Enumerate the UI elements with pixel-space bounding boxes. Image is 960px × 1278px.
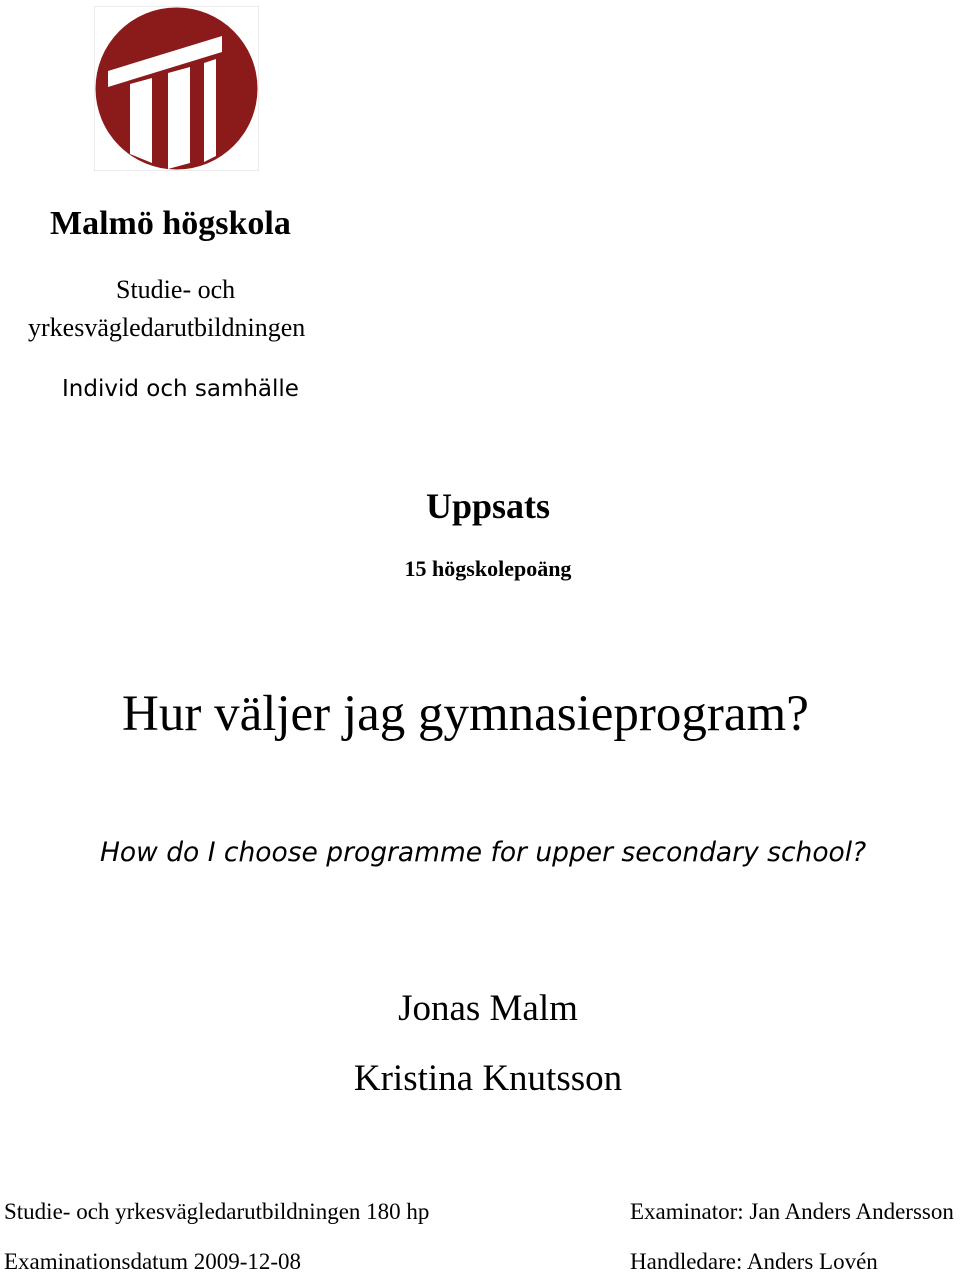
author-name: Jonas Malm [398,988,578,1029]
thesis-title-english: How do I choose programme for upper secondary school? [100,837,867,868]
examiner: Examinator: Jan Anders Andersson [630,1199,954,1224]
credits: 15 högskolepoäng [404,556,572,581]
program-full-name: Studie- och yrkesvägledarutbildningen 180 hp [4,1199,430,1224]
subject-area: Individ och samhälle [62,376,299,402]
thesis-title-swedish: Hur väljer jag gymnasieprogram? [122,686,809,742]
supervisor: Handledare: Anders Lovén [630,1249,878,1274]
document-type: Uppsats [425,486,551,526]
institution-name: Malmö högskola [50,205,291,242]
author-name: Kristina Knutsson [353,1058,623,1099]
program-name-line1: Studie- och [116,275,236,304]
program-name-line2: yrkesvägledarutbildningen [28,313,306,342]
university-logo-icon [94,6,259,171]
examination-date: Examinationsdatum 2009-12-08 [4,1249,302,1274]
